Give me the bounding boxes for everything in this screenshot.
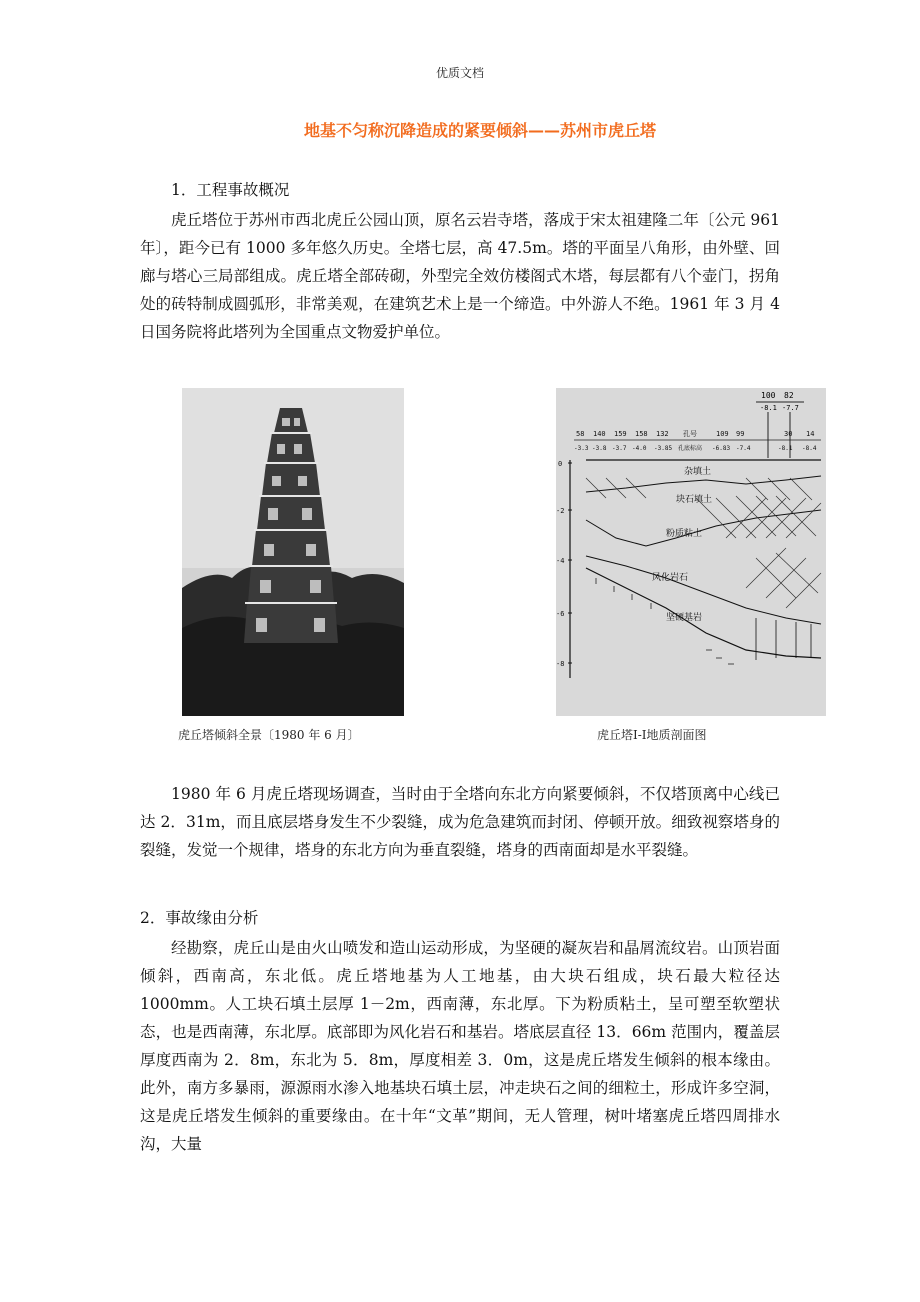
depth-label: 孔底标高 (678, 445, 703, 452)
scale-0: 0 (558, 460, 563, 468)
hole-109: 109 (716, 430, 729, 438)
scale-2: -2 (556, 507, 565, 515)
label-top-100: 100 (761, 391, 776, 400)
layer-fill-soil: 杂填土 (684, 467, 712, 477)
hole-99: 99 (736, 430, 745, 438)
hole-140: 140 (593, 430, 606, 438)
layer-weathered-rock: 风化岩石 (652, 573, 689, 583)
depth-14: -8.4 (802, 445, 817, 452)
geology-section-diagram (556, 388, 826, 716)
depth-109: -6.83 (712, 445, 731, 452)
depth-132: -3.85 (654, 445, 673, 452)
depth-140: -3.8 (592, 445, 607, 452)
tower-photo-image (182, 388, 404, 716)
depth-158: -4.0 (632, 445, 647, 452)
diagram-caption: 虎丘塔Ⅰ-Ⅰ地质剖面图 (597, 728, 707, 742)
hole-label: 孔号 (683, 430, 697, 438)
page-header: 优质文档 (435, 66, 484, 80)
hole-30: 30 (784, 430, 793, 438)
layer-silty-clay: 粉质粘土 (666, 529, 703, 539)
hole-132: 132 (656, 430, 669, 438)
section-2-paragraph-1: 经勘察，虎丘山是由火山喷发和造山运动形成，为坚硬的凝灰岩和晶屑流纹岩。山顶岩面倾斜，西南高，东北低。虎丘塔地基为人工地基，由大块石组成，块石最大粒径达 1000mm。人工块石填土层厚 1－2m，西南薄，东北厚。下为粉质粘土，呈可塑至软塑状态，也是西南薄，东北厚。底部即为风化岩石和基岩。塔底层直径 13．66m 范围内，覆盖层厚度西南为 2．8m，东北为 5．8m，厚度相差 3．0m，这是虎丘塔发生倾斜的根本缘由。此外，南方多暴雨，源源雨水渗入地基块石填土层，冲走块石之间的细粒土，形成许多空洞，这是虎丘塔发生倾斜的重要缘由。在十年“文革”期间，无人管理，树叶堵塞虎丘塔四周排水沟，大量 (140, 939, 780, 1153)
document-title: 地基不匀称沉降造成的紧要倾斜——苏州市虎丘塔 (303, 121, 656, 140)
depth-159: -3.7 (612, 445, 627, 452)
depth-58: -3.3 (574, 445, 589, 452)
section-2-heading: 2．事故缘由分析 (140, 909, 259, 927)
photo-caption: 虎丘塔倾斜全景〔1980 年 6 月〕 (178, 728, 360, 742)
scale-4: -4 (556, 557, 565, 565)
geology-section-svg (556, 388, 826, 716)
layer-block-fill: 块石填土 (676, 495, 713, 505)
depth-30: -8.1 (778, 445, 793, 452)
tower-photo (182, 388, 404, 716)
section-1-heading: 1．工程事故概况 (171, 181, 290, 199)
scale-8: -8 (556, 660, 565, 668)
label-top-81: -8.1 (760, 404, 777, 412)
section-1-paragraph-1: 虎丘塔位于苏州市西北虎丘公园山顶，原名云岩寺塔，落成于宋太祖建隆二年〔公元 961 年〕，距今已有 1000 多年悠久历史。全塔七层，高 47.5m。塔的平面呈八角形，由外壁、回廊与塔心三局部组成。虎丘塔全部砖砌，外型完全效仿楼阁式木塔，每层都有八个壶门，拐角处的砖特制成圆弧形，非常美观，在建筑艺术上是一个缔造。中外游人不绝。1961 年 3 月 4 日国务院将此塔列为全国重点文物爱护单位。 (140, 211, 780, 341)
label-top-82: 82 (784, 391, 794, 400)
depth-99: -7.4 (736, 445, 751, 452)
hole-159: 159 (614, 430, 627, 438)
scale-6: -6 (556, 610, 565, 618)
hole-58: 58 (576, 430, 585, 438)
layer-bedrock: 坚硬基岩 (666, 613, 703, 623)
label-top-77: -7.7 (782, 404, 799, 412)
hole-14: 14 (806, 430, 815, 438)
section-1-paragraph-2: 1980 年 6 月虎丘塔现场调查，当时由于全塔向东北方向紧要倾斜，不仅塔顶离中心线已达 2．31m，而且底层塔身发生不少裂缝，成为危急建筑而封闭、停顿开放。细致视察塔身的裂缝，发觉一个规律，塔身的东北方向为垂直裂缝，塔身的西南面却是水平裂缝。 (140, 785, 780, 859)
hole-158: 158 (635, 430, 648, 438)
